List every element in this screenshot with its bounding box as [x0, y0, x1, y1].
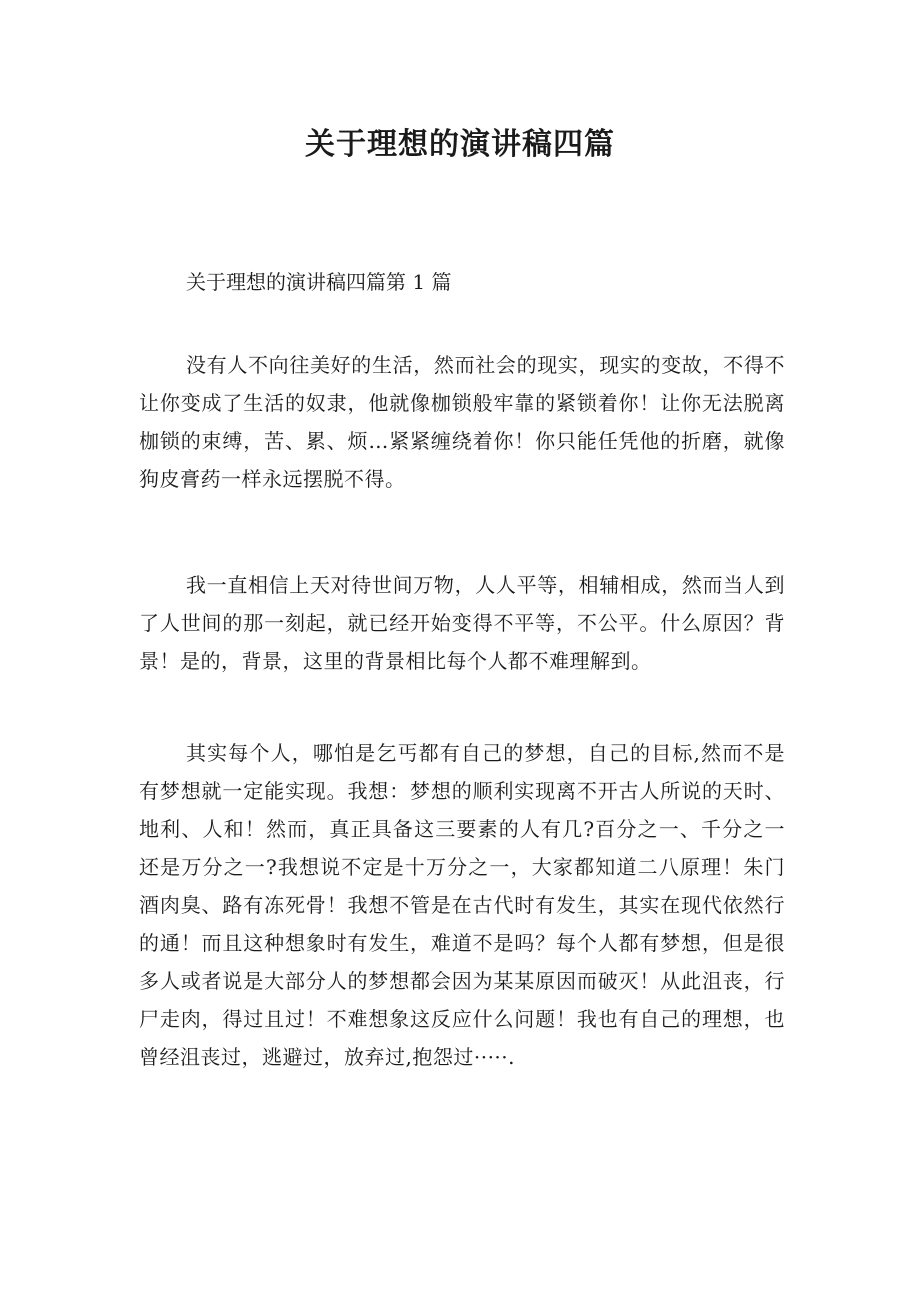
paragraph-3: 其实每个人，哪怕是乞丐都有自己的梦想，自己的目标,然而不是有梦想就一定能实现。我想：梦想的顺利实现离不开古人所说的天时、地利、人和！然而，真正具备这三要素的人有几?百分之一、千分之一还是万分之一?我想说不定是十万分之一，大家都知道二八原理！朱门酒肉臭、路有冻死骨！我想不管是在古代时有发生，其实在现代依然行的通！而且这种想象时有发生，难道不是吗？每个人都有梦想，但是很多人或者说是大部分人的梦想都会因为某某原因而破灭！从此沮丧，行尸走肉，得过且过！不难想象这反应什么问题！我也有自己的理想，也曾经沮丧过，逃避过，放弃过,抱怨过·····.	[139, 741, 785, 1069]
paragraph-2: 我一直相信上天对待世间万物，人人平等，相辅相成，然而当人到了人世间的那一刻起，就已经开始变得不平等，不公平。什么原因？背景！是的，背景，这里的背景相比每个人都不难理解到。	[139, 573, 785, 673]
paragraph-1: 没有人不向往美好的生活，然而社会的现实，现实的变故，不得不让你变成了生活的奴隶，他就像枷锁般牢靠的紧锁着你！让你无法脱离枷锁的束缚，苦、累、烦…紧紧缠绕着你！你只能任凭他的折磨，就像狗皮膏药一样永远摆脱不得。	[139, 353, 785, 491]
section-heading: 关于理想的演讲稿四篇第 1 篇	[186, 270, 452, 294]
document-title: 关于理想的演讲稿四篇	[305, 127, 615, 162]
